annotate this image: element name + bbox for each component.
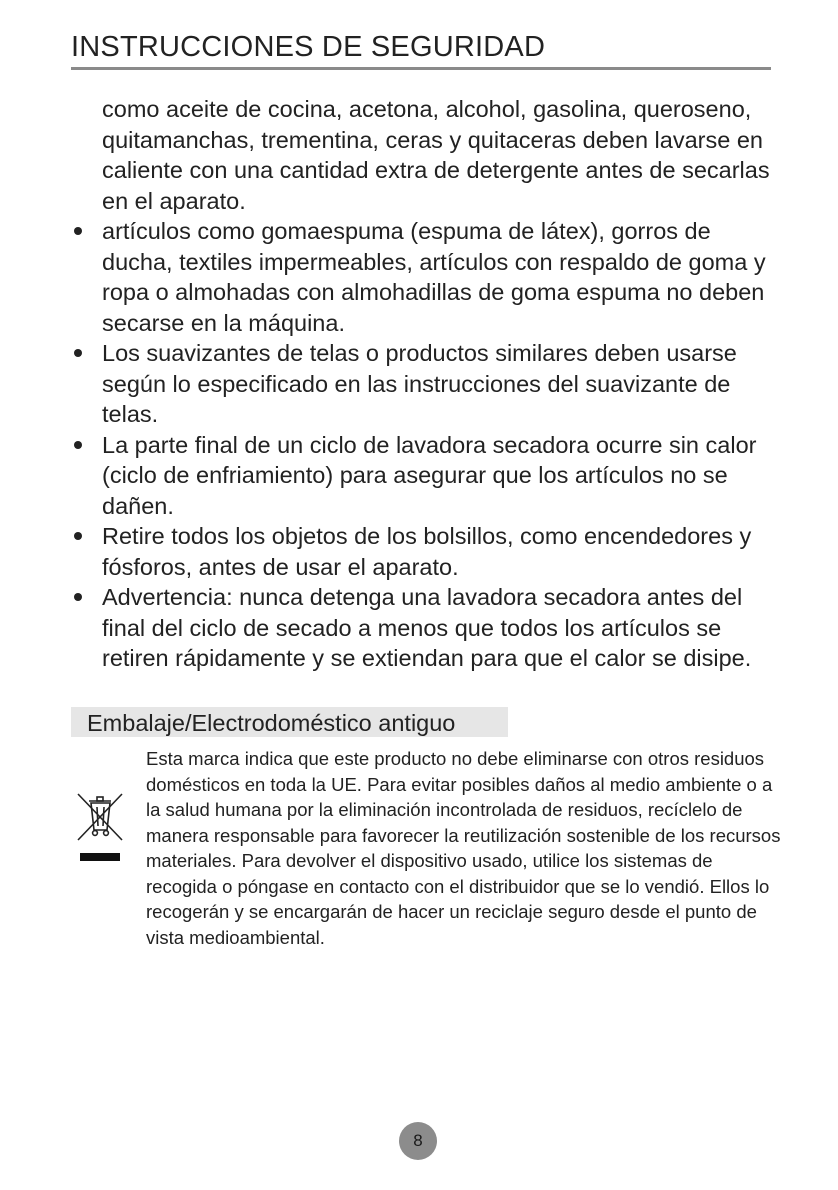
list-item xyxy=(102,430,782,522)
intro-continuation-paragraph: como aceite de cocina, acetona, alcohol, gasolina, queroseno, quitamanchas, trementina, ceras y quitaceras deben lavarse en caliente con una cantidad extra de detergente antes de secarlas en el aparato. xyxy=(102,96,770,214)
page-header xyxy=(71,28,771,70)
list-item-text: Retire todos los objetos de los bolsillos, como encendedores y fósforos, antes de usar el aparato. xyxy=(102,523,752,580)
safety-instructions-body xyxy=(102,94,782,674)
list-item-text: Advertencia: nunca detenga una lavadora secadora antes del final del ciclo de secado a menos que todos los artículos se retiren rápidamente y se extiendan para que el calor se disipe. xyxy=(102,584,752,671)
weee-notice-text: Esta marca indica que este producto no debe eliminarse con otros residuos domésticos en toda la UE. Para evitar posibles daños al medio ambiente o a la salud humana por la eliminación incontrolada de residuos, recíclelo de manera responsable para favorecer la reutilización sostenible de los recursos materiales. Para devolver el dispositivo usado, utilice los sistemas de recogida o póngase en contacto con el distribuidor que se lo vendió. Ellos lo recogerán y se encargarán de hacer un reciclaje seguro desde el punto de vista medioambiental. xyxy=(146,748,781,948)
page-title: INSTRUCCIONES DE SEGURIDAD xyxy=(71,31,546,63)
bullet-icon xyxy=(74,532,82,540)
list-item xyxy=(102,582,782,674)
bullet-icon xyxy=(74,349,82,357)
header-divider xyxy=(71,67,771,70)
bullet-list xyxy=(102,216,782,674)
bullet-icon xyxy=(74,227,82,235)
list-item-text: La parte final de un ciclo de lavadora secadora ocurre sin calor (ciclo de enfriamiento) para asegurar que los artículos no se dañen. xyxy=(102,431,757,519)
list-item xyxy=(102,521,782,582)
bullet-icon xyxy=(74,593,82,601)
page-number-badge: 8 xyxy=(399,1122,437,1160)
list-item xyxy=(102,216,782,338)
list-item-text: Los suavizantes de telas o productos similares deben usarse según lo especificado en las instrucciones del suavizante de telas. xyxy=(102,340,737,427)
list-item-text: artículos como gomaespuma (espuma de látex), gorros de ducha, textiles impermeables, artículos con respaldo de goma y ropa o almohadas con almohadillas de goma espuma no deben secarse en la máquina. xyxy=(102,218,766,336)
bullet-icon xyxy=(74,441,82,449)
section-title: Embalaje/Electrodoméstico antiguo xyxy=(87,710,456,736)
list-item xyxy=(102,338,782,430)
section-header-bar xyxy=(71,707,508,737)
weee-crossed-bin-icon xyxy=(76,792,124,864)
